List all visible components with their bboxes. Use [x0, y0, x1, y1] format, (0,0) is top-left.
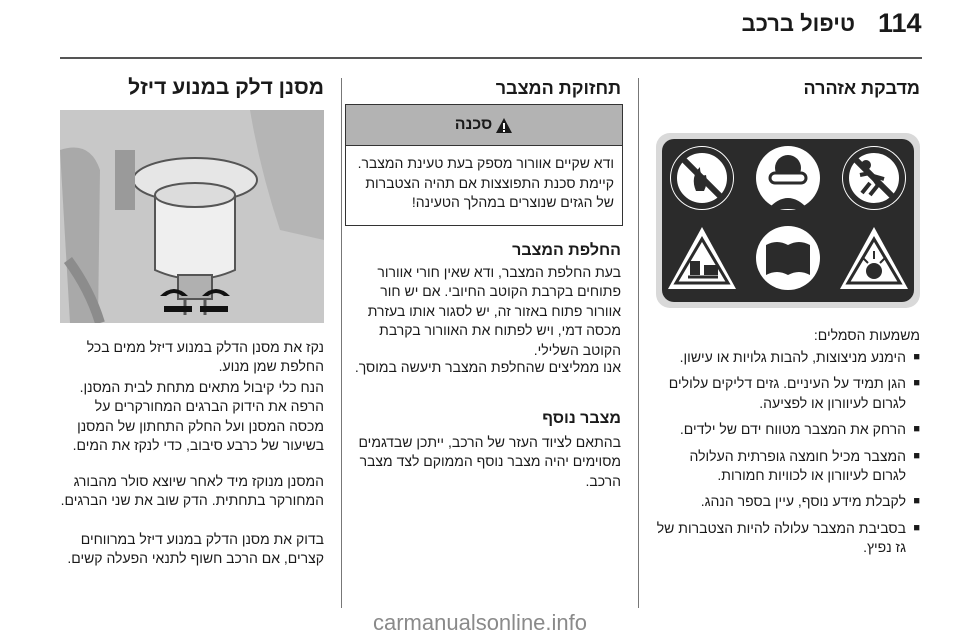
danger-label: סכנה — [454, 116, 493, 133]
danger-box — [345, 104, 623, 226]
diesel-fuel-filter-title: מסנן דלק במנוע דיזל — [128, 76, 324, 99]
wear-goggles-icon — [756, 146, 820, 210]
list-item: ■ הימנע מניצוצות, להבות גלויות או עישון. — [656, 348, 920, 367]
additional-battery-paragraph: בהתאם לציוד העזר של הרכב, ייתכן שבדגמים מסוימים יהיה מצבר נוסף הממוקם לצד מצבר הרכב. — [358, 434, 621, 489]
read-manual-icon — [756, 226, 820, 290]
symbols-meaning-intro: משמעות הסמלים: — [813, 327, 920, 343]
drain-complete-paragraph: המסנן מנוקז מיד לאחר שיוצא סולר מהבורג המחורקר בתחתית. הדק שוב את שני הברגים. — [60, 473, 324, 509]
warning-label-panel — [656, 133, 920, 308]
column-divider — [638, 78, 639, 608]
battery-maintenance-title: תחזוקת המצבר — [495, 78, 621, 98]
section-title: טיפול ברכב — [741, 11, 855, 36]
danger-text: ודא שקיים אוורור מספק בעת טעינת המצבר. קיימת סכנת התפוצצות אם תהיה הצטברות של הגזים שנוצרים במהלך הטעינה! — [357, 155, 614, 210]
battery-replacement-title: החלפת המצבר — [512, 242, 621, 259]
garage-recommendation-paragraph: אנו ממליצים שהחלפת המצבר תיעשה במוסך. — [354, 359, 621, 375]
additional-battery-title: מצבר נוסף — [542, 410, 621, 427]
drain-paragraph: נקז את מסנן הדלק במנוע דיזל ממים בכל החלפת שמן מנוע. — [86, 339, 324, 375]
list-item: ■ הרחק את המצבר מטווח ידם של ילדים. — [656, 420, 920, 439]
battery-replacement-paragraph: בעת החלפת המצבר, ודא שאין חורי אוורור פתוחים בקרבת הקוטב החיובי. אם יש חור אוורור פתוח באזור זה, יש לסגור אותו בעזרת מכסה דמי, ויש לפתוח את האוורור בקרבת הקוטב השלילי. — [367, 264, 621, 358]
warning-triangle-icon — [495, 117, 513, 134]
no-fire-icon — [670, 146, 734, 210]
fuel-filter-image — [60, 110, 324, 323]
header-rule — [60, 57, 922, 59]
warning-label-title: מדבקת אזהרה — [803, 78, 920, 98]
list-item: ■ הגן תמיד על העיניים. גזים דליקים עלולים לגרום לעיוורון או לפציעה. — [656, 374, 920, 413]
list-item: ■ בסביבת המצבר עלולה להיות הצטברות של גז נפיץ. — [656, 519, 920, 558]
no-children-icon — [842, 146, 906, 210]
list-item: ■ המצבר מכיל חומצה גופרתית העלולה לגרום לעיוורון או לכוויות חמורות. — [656, 447, 920, 486]
inspection-paragraph: בדוק את מסנן הדלק במנוע דיזל במרווחים קצרים, אם הרכב חשוף לתנאי הפעלה קשים. — [67, 531, 324, 567]
drain-procedure-paragraph: הנח כלי קיבול מתאים מתחת לבית המסנן. הרפה את הידוק הברגים המחורקרים על מכסה המסנן ועל החלק התחתון של המסנן בשיעור של כרבע סיבוב, כדי לנקז את המים. — [72, 379, 324, 454]
watermark: carmanualsonline.info — [372, 610, 588, 635]
list-item: ■ לקבלת מידע נוסף, עיין בספר הנהג. — [656, 492, 920, 511]
danger-box-header — [346, 105, 622, 146]
page-number: 114 — [878, 8, 922, 38]
column-divider — [341, 78, 342, 608]
symbols-list — [656, 348, 920, 565]
